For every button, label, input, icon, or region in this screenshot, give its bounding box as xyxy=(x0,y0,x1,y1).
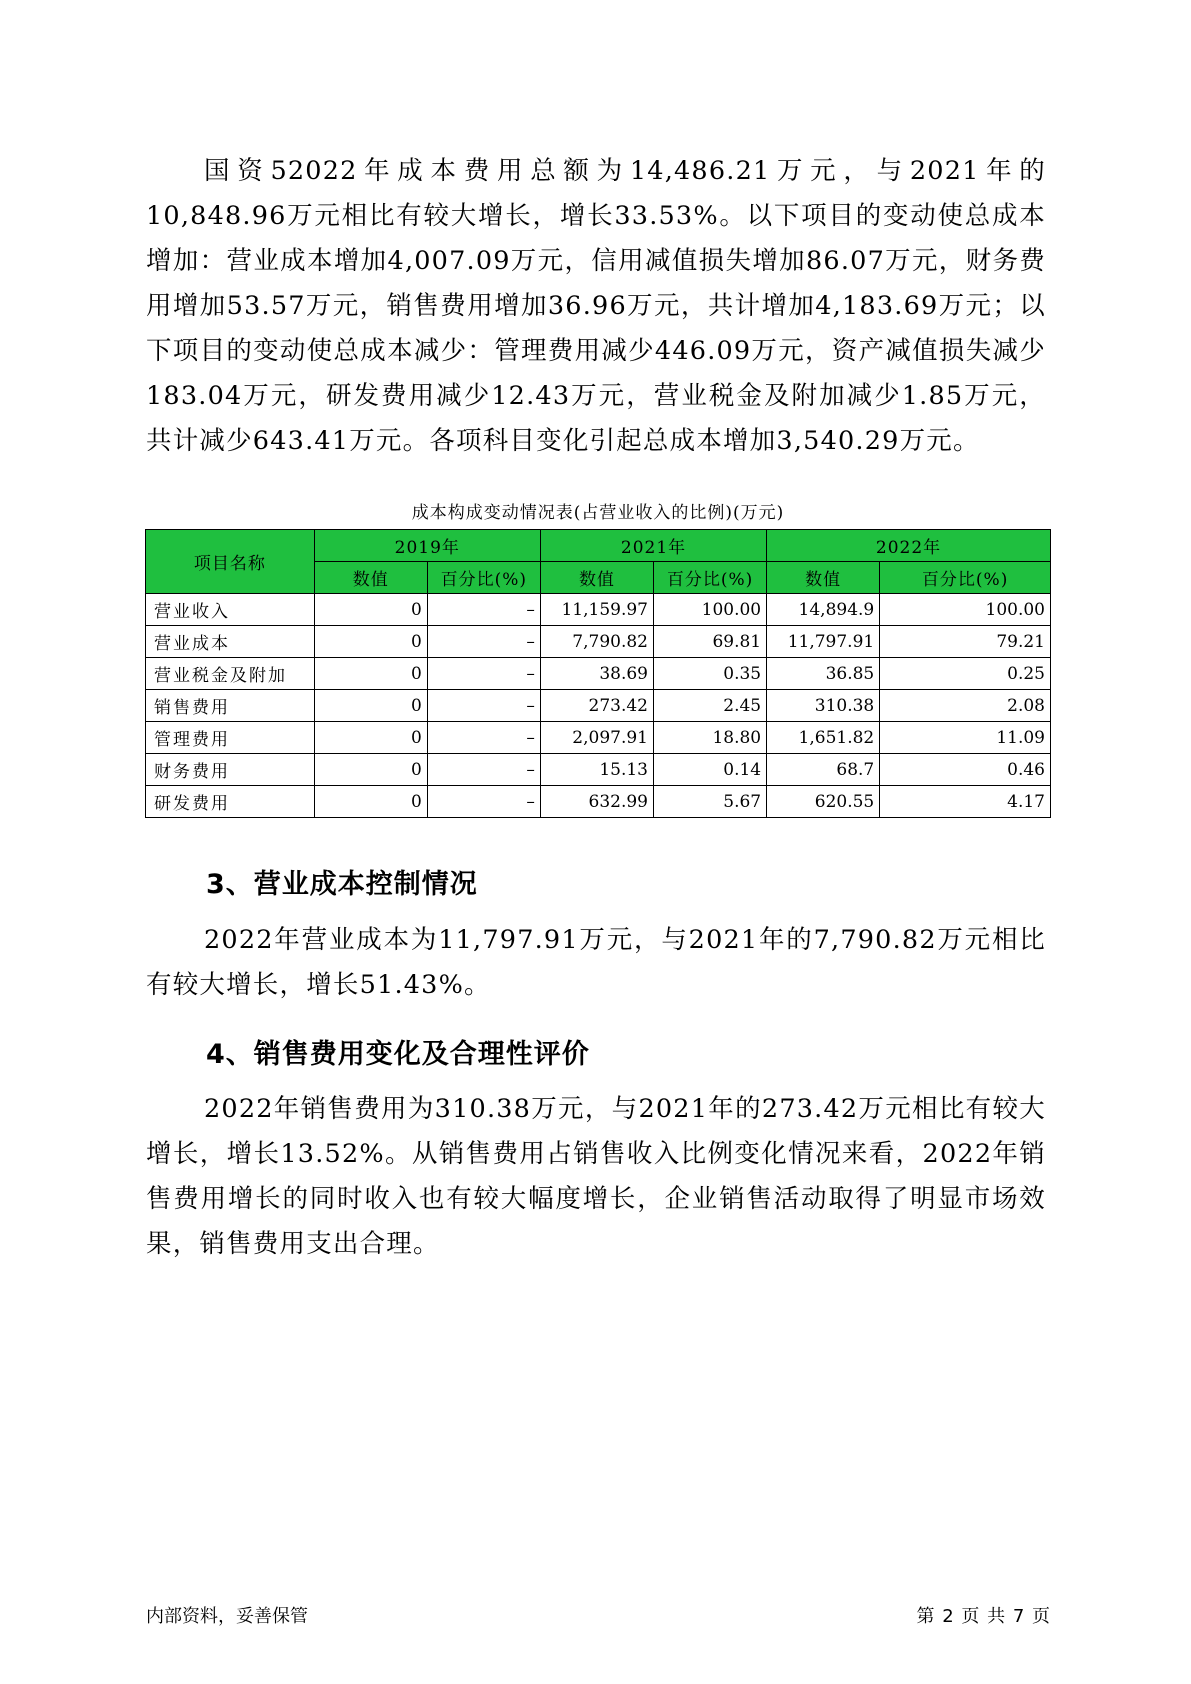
cell-percent-2019: – xyxy=(427,626,540,658)
cell-row-item-name: 销售费用 xyxy=(146,690,315,722)
cell-value-2021: 11,159.97 xyxy=(540,594,653,626)
cell-value-2019: 0 xyxy=(314,754,427,786)
cell-percent-2022: 11.09 xyxy=(880,722,1051,754)
sales-expense-paragraph: 2022年销售费用为310.38万元，与2021年的273.42万元相比有较大增长，增长13.52%。从销售费用占销售收入比例变化情况来看，2022年销售费用增长的同时收入也有较大幅度增长，企业销售活动取得了明显市场效果，销售费用支出合理。 xyxy=(146,1094,1046,1259)
cell-percent-2019: – xyxy=(427,754,540,786)
table-row xyxy=(146,754,1051,786)
table-caption: 成本构成变动情况表(占营业收入的比例)(万元) xyxy=(411,503,785,523)
header-percent: 百分比(%) xyxy=(427,562,540,594)
cell-row-item-name: 财务费用 xyxy=(146,754,315,786)
cell-value-2021: 632.99 xyxy=(540,786,653,818)
cell-value-2019: 0 xyxy=(314,722,427,754)
cell-value-2021: 273.42 xyxy=(540,690,653,722)
cell-percent-2021: 100.00 xyxy=(654,594,767,626)
cell-value-2022: 36.85 xyxy=(767,658,880,690)
cell-percent-2021: 69.81 xyxy=(654,626,767,658)
table-row xyxy=(146,626,1051,658)
header-value: 数值 xyxy=(314,562,427,594)
header-year-2021: 2021年 xyxy=(540,530,766,562)
cell-value-2022: 310.38 xyxy=(767,690,880,722)
footer-confidential-note: 内部资料，妥善保管 xyxy=(146,1606,308,1627)
cell-value-2019: 0 xyxy=(314,690,427,722)
cell-percent-2022: 0.25 xyxy=(880,658,1051,690)
cell-value-2022: 68.7 xyxy=(767,754,880,786)
cell-value-2022: 11,797.91 xyxy=(767,626,880,658)
cell-value-2022: 1,651.82 xyxy=(767,722,880,754)
footer-page-number: 第 2 页 共 7 页 xyxy=(916,1606,1051,1627)
section-heading-sales-expense: 4、销售费用变化及合理性评价 xyxy=(206,1039,590,1070)
table-row xyxy=(146,658,1051,690)
cost-structure-table xyxy=(145,529,1051,818)
cell-value-2022: 14,894.9 xyxy=(767,594,880,626)
header-item-name: 项目名称 xyxy=(146,530,315,594)
cell-value-2021: 7,790.82 xyxy=(540,626,653,658)
table-row xyxy=(146,690,1051,722)
cell-percent-2021: 2.45 xyxy=(654,690,767,722)
cell-row-item-name: 营业税金及附加 xyxy=(146,658,315,690)
cell-row-item-name: 管理费用 xyxy=(146,722,315,754)
table-row xyxy=(146,722,1051,754)
cell-row-item-name: 营业收入 xyxy=(146,594,315,626)
cell-row-item-name: 营业成本 xyxy=(146,626,315,658)
cell-percent-2019: – xyxy=(427,722,540,754)
cell-value-2019: 0 xyxy=(314,626,427,658)
cell-percent-2019: – xyxy=(427,594,540,626)
header-value: 数值 xyxy=(767,562,880,594)
header-year-2019: 2019年 xyxy=(314,530,540,562)
cell-percent-2019: – xyxy=(427,658,540,690)
cell-percent-2021: 0.14 xyxy=(654,754,767,786)
cell-percent-2022: 0.46 xyxy=(880,754,1051,786)
cell-percent-2019: – xyxy=(427,690,540,722)
header-value: 数值 xyxy=(540,562,653,594)
cell-percent-2022: 4.17 xyxy=(880,786,1051,818)
cell-percent-2021: 18.80 xyxy=(654,722,767,754)
cell-percent-2022: 100.00 xyxy=(880,594,1051,626)
cell-percent-2022: 79.21 xyxy=(880,626,1051,658)
cost-summary-paragraph: 国资52022年成本费用总额为14,486.21万元，与2021年的10,848.96万元相比有较大增长，增长33.53%。以下项目的变动使总成本增加：营业成本增加4,007.09万元，信用减值损失增加86.07万元，财务费用增加53.57万元，销售费用增加36.96万元，共计增加4,183.69万元；以下项目的变动使总成本减少：管理费用减少446.09万元，资产减值损失减少183.04万元，研发费用减少12.43万元，营业税金及附加减少1.85万元，共计减少643.41万元。各项科目变化引起总成本增加3,540.29万元。 xyxy=(146,156,1046,456)
cell-value-2019: 0 xyxy=(314,594,427,626)
header-year-2022: 2022年 xyxy=(767,530,1051,562)
table-body xyxy=(146,594,1051,818)
header-percent: 百分比(%) xyxy=(654,562,767,594)
table-row xyxy=(146,786,1051,818)
cell-value-2021: 2,097.91 xyxy=(540,722,653,754)
cell-value-2022: 620.55 xyxy=(767,786,880,818)
cell-value-2021: 38.69 xyxy=(540,658,653,690)
table-row xyxy=(146,594,1051,626)
header-percent: 百分比(%) xyxy=(880,562,1051,594)
cell-value-2019: 0 xyxy=(314,786,427,818)
operating-cost-paragraph: 2022年营业成本为11,797.91万元，与2021年的7,790.82万元相比有较大增长，增长51.43%。 xyxy=(146,925,1046,1000)
cell-percent-2022: 2.08 xyxy=(880,690,1051,722)
cell-percent-2021: 0.35 xyxy=(654,658,767,690)
section-heading-operating-cost: 3、营业成本控制情况 xyxy=(206,869,478,900)
cell-value-2021: 15.13 xyxy=(540,754,653,786)
cell-value-2019: 0 xyxy=(314,658,427,690)
cell-row-item-name: 研发费用 xyxy=(146,786,315,818)
cell-percent-2021: 5.67 xyxy=(654,786,767,818)
cell-percent-2019: – xyxy=(427,786,540,818)
